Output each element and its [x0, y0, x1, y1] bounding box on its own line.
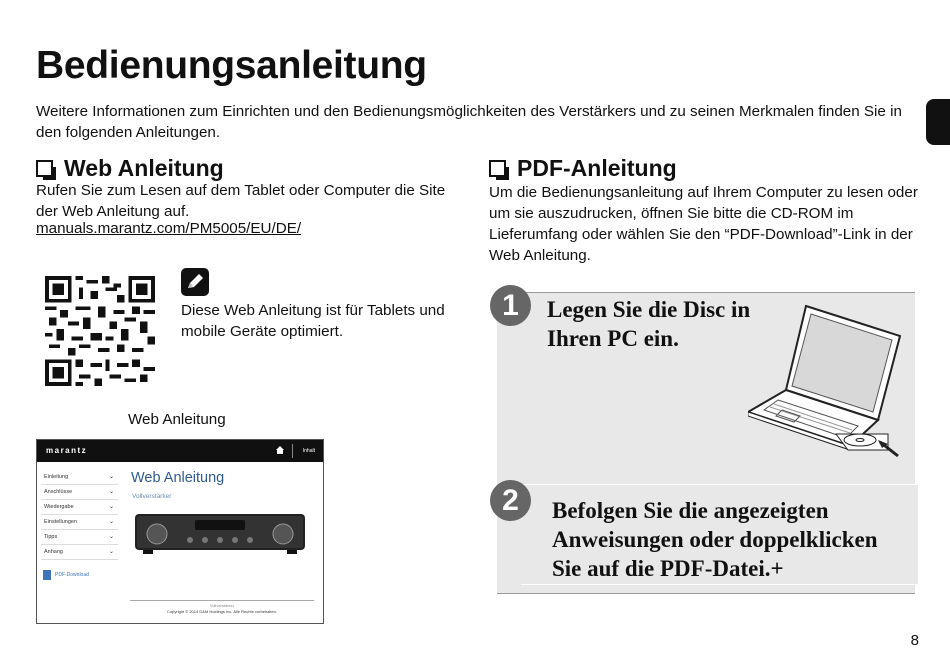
- screenshot-header: [37, 440, 323, 462]
- pdf-icon: [43, 570, 51, 580]
- pdf-download-link[interactable]: [43, 570, 89, 580]
- steps-top-rule: [497, 292, 915, 293]
- steps-bottom-rule: [497, 593, 915, 594]
- step-1-text: Legen Sie die Disc in Ihren PC ein.: [547, 297, 751, 351]
- brand-logo: marantz: [46, 446, 88, 455]
- screenshot-subtitle: Vollverstärker: [132, 493, 172, 500]
- pdf-guide-heading: [489, 155, 677, 182]
- qr-code-icon[interactable]: [45, 276, 155, 386]
- checkbox-icon: [36, 160, 53, 177]
- page-title: Bedienungsanleitung: [36, 44, 427, 87]
- menu-item[interactable]: [41, 530, 118, 545]
- web-guide-heading: [36, 155, 224, 182]
- index-link[interactable]: Inhalt: [302, 448, 315, 454]
- menu-item-label: Einstellungen: [44, 519, 78, 525]
- menu-item-label: Einleitung: [44, 474, 69, 480]
- chevron-down-icon: ⌄: [108, 549, 114, 555]
- chevron-down-icon: ⌄: [108, 474, 114, 480]
- chevron-down-icon: ⌄: [108, 489, 114, 495]
- menu-item-label: Wiedergabe: [44, 504, 74, 510]
- pdf-guide-description: Um die Bedienungsanleitung auf Ihrem Computer zu lesen oder um sie auszudrucken, öffnen Sie bitte die CD-ROM im Lieferumfang oder wählen Sie den “PDF-Download”-Link in der Web Anleitung.: [489, 184, 918, 264]
- chevron-down-icon: ⌄: [108, 534, 114, 540]
- screenshot-title: Web Anleitung: [131, 470, 225, 486]
- amplifier-image: [135, 510, 305, 556]
- pdf-guide-heading-text: PDF-Anleitung: [517, 155, 677, 181]
- footer-copyright: Copyright © 2014 D&M Holdings Inc. Alle Rechte vorbehalten.: [167, 609, 277, 614]
- side-tab-marker: [926, 99, 950, 145]
- page-number: 8: [910, 632, 919, 649]
- web-guide-screenshot: [36, 439, 324, 624]
- menu-item[interactable]: [41, 515, 118, 530]
- menu-item[interactable]: [41, 470, 118, 485]
- step-2-number: 2: [490, 480, 531, 521]
- pdf-download-label: PDF-Download: [55, 572, 89, 578]
- step-2-text: Befolgen Sie die angezeigten Anweisungen oder doppelklicken Sie auf die PDF-Datei.+: [552, 498, 878, 581]
- web-guide-url-link[interactable]: manuals.marantz.com/PM5005/EU/DE/: [36, 220, 302, 237]
- menu-item[interactable]: [41, 500, 118, 515]
- web-guide-description: Rufen Sie zum Lesen auf dem Tablet oder Computer die Site der Web Anleitung auf.: [36, 182, 446, 220]
- menu-item-label: Anhang: [44, 549, 63, 555]
- step-1-number: 1: [490, 285, 531, 326]
- laptop-disc-icon: [748, 300, 908, 462]
- menu-item-label: Tipps: [44, 534, 58, 540]
- checkbox-icon: [489, 160, 506, 177]
- chevron-down-icon: ⌄: [108, 519, 114, 525]
- header-divider: [292, 444, 293, 458]
- chevron-down-icon: ⌄: [108, 504, 114, 510]
- menu-item[interactable]: [41, 485, 118, 500]
- step-2-top-rule: [520, 484, 918, 485]
- screenshot-menu: [41, 470, 118, 560]
- footer-divider: [130, 600, 314, 601]
- intro-text: Weitere Informationen zum Einrichten und den Bedienungsmöglichkeiten des Verstärkers und zu seinen Merkmalen finden Sie in den folgenden Anleitungen.: [36, 103, 902, 141]
- menu-item-label: Anschlüsse: [44, 489, 73, 495]
- home-icon[interactable]: [275, 445, 285, 455]
- web-guide-note: Diese Web Anleitung ist für Tablets und mobile Geräte optimiert.: [181, 302, 445, 340]
- pencil-note-icon: [181, 268, 209, 296]
- web-guide-heading-text: Web Anleitung: [64, 155, 224, 181]
- menu-item[interactable]: [41, 545, 118, 560]
- footer-product: Vollverstärker: [209, 603, 235, 608]
- web-guide-caption: Web Anleitung: [128, 411, 226, 428]
